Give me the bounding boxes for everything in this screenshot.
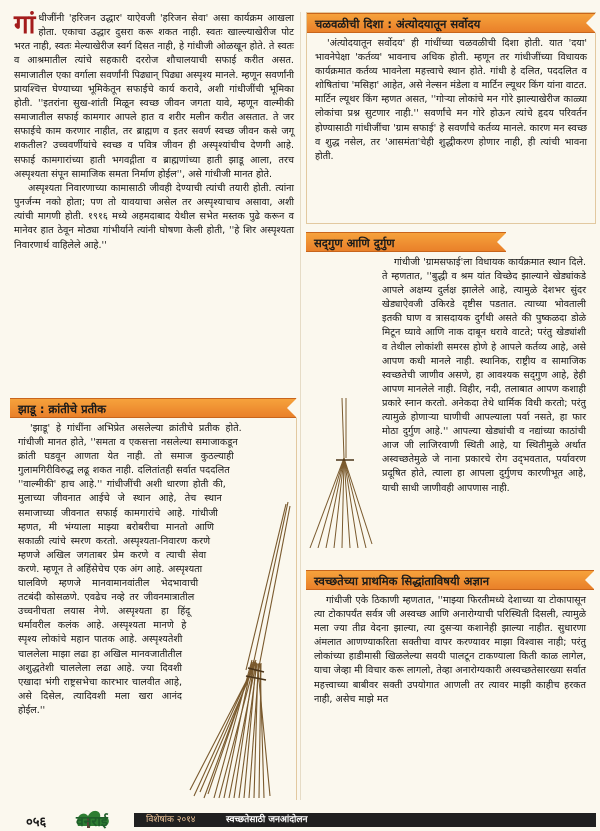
column-divider xyxy=(300,12,301,800)
broom-body xyxy=(10,418,296,722)
broom-heading: झाडू : क्रांतीचे प्रतीक xyxy=(10,398,296,418)
direction-sidebar xyxy=(306,12,596,224)
logo-text: वनराई xyxy=(76,814,108,830)
hygiene-heading: स्वच्छतेच्या प्राथमिक सिद्धांताविषयी अज्ञान xyxy=(306,570,594,590)
hygiene-body xyxy=(306,590,594,711)
page-footer xyxy=(0,806,600,830)
dropcap: गां xyxy=(14,10,36,40)
page-number: ०५६ xyxy=(26,815,47,830)
intro-paragraph-2: अस्पृश्यता निवारणाच्या कामासाठी जीवही देण्याची त्यांची तयारी होती. त्यांना पुनर्जन्म नको होता; पण तो यावयाचा असेल तर अस्पृश्याचाच असावा, अशी त्यांची मागणी होती. १९१६ मध्ये अहमदाबाद येथील सभेत मस्तक पुढे करून व मानेवर हात ठेवून मोठ्या गांभीर्याने त्यांनी घोषणा केली होती, ''हे शिर अस्पृश्यता निवारणार्थ वाहिलेले आहे.'' xyxy=(14,182,294,251)
virtue-heading: सद्‌गुण आणि दुर्गुण xyxy=(306,232,506,252)
intro-article xyxy=(14,12,294,253)
direction-paragraph: 'अंत्योदयातून सर्वोदय' ही गांधींच्या चळवळीची दिशा होती. यात 'दया' भावनेपेक्षा 'कर्तव्य' भावनाच अधिक होती. म्हणून तर गांधीजींच्या विधायक कार्यक्रमात कर्तव्य भावनेला महत्त्वाचे स्थान होते. गांधी हे दलित, पददलित व शोषितांचा 'मसिहा' आहेत, असे नेल्सन मंडेला व मार्टिन ल्यूथर किंग यांना वाटत. मार्टिन ल्यूथर किंग म्हणत असत, ''गोऱ्या लोकांचे मन गोरे झाल्याखेरीज काळ्या लोकांचा प्रश्न सुटणार नाही.'' सवर्णांचे मन गोरे होऊन त्यांचे हृदय परिवर्तन होण्यासाठी गांधीजींचा 'ग्राम सफाई' हे सवर्णांचे कर्तव्य मानले. कारण मन स्वच्छ व शुद्ध नसेल, तर 'आसमंता'चेही शुद्धीकरण होणार नाही, ही त्यांची भावना होती. xyxy=(315,38,587,162)
footer-topic: स्वच्छतेसाठी जनआंदोलन xyxy=(226,815,308,825)
direction-heading: चळवळीची दिशा : अंत्योदयातून सर्वोदय xyxy=(307,13,595,33)
footer-issue: विशेषांक २०१४ xyxy=(146,815,196,825)
broom-sidebar xyxy=(10,398,297,800)
broom-paragraph: 'झाडू' हे गांधींना अभिप्रेत असलेल्या क्रांतीचे प्रतीक होते. गांधीजी मानत होते, ''समता व एकसत्ता नसलेल्या समाजाकडून क्रांती घडवून आणता येत नाही. तो समाज कुठल्याही गुलामगिरीविरुद्ध लढू शकत नाही. दलितांतही सर्वात पददलित ''वाल्मीकी' हाच आहे.'' गांधीजींची अशी धारणा होती की, मुलाच्या जीवनात आईचे जे स्थान आहे, तेच स्थान समाजाच्या जीवनात सफाई कामगारांचे आहे. गांधीजी म्हणत, मी भंग्याला माझ्या बरोबरीचा मानतो आणि सकाळी त्यांचे स्मरण करतो. अस्पृश्यता-निवारण करणे म्हणजे अखिल जगताबर प्रेम करणे व त्याची सेवा करणे. म्हणून ते अहिंसेचेच एक अंग आहे. अस्पृश्यता घालविणे म्हणजे मानवामानवांतील भेदभावाची तटबंदी कोसळणे. एवढेच नव्हे तर जीवनमात्रातील उच्चनीचता लयास नेणे. अस्पृश्यता हा हिंदू धर्मावरील कलंक आहे. अस्पृश्यता मानणे हे स्पृश्य लोकांचे महान पातक आहे. अस्पृश्यतेशी चाललेला माझा लढा हा अखिल मानवजातीतील अशुद्धतेशी चाललेला लढा आहे. ज्या दिवशी एखादा भंगी राष्ट्रसभेचा कारभार चालवीत आहे, असे दिसेल, त्यादिवशी मला खरा आनंद होईल.'' xyxy=(18,423,242,716)
hygiene-section xyxy=(306,570,594,800)
intro-paragraph-1: गांधीजींनी 'हरिजन उद्धार' याऐवजी 'हरिजन सेवा' असा कार्यक्रम आखला होता. एकाचा उद्धार दुसरा करू शकत नाही. स्वतः खाल्ल्याखेरीज पोट भरत नाही, स्वतः मेल्याखेरीज स्वर्ग दिसत नाही, हे गांधीजी ओळखून होते. ते स्वतः व आश्रमातील त्यांचे सहकारी दररोज शौचालयाची सफाई करीत असत. समाजातील एका वर्गाला सवर्णांनी पिढ्यान् पिढ्या अस्पृश्य मानले. म्हणून सवर्णांनी प्रायश्चित्त घेण्याच्या भूमिकेतून सफाईचे कार्य करावे, अशी गांधीजींची भूमिका होती. ''इतरांना सुख-शांती मिळून स्वच्छ जीवन जगता यावे, म्हणून वाल्मीकी समाजातील सफाई कामगार आपले हात व शरीर मलीन करीत असतात. ते जर सफाईचे काम करणार नाहीत, तर ब्राह्मण व इतर सवर्ण स्वच्छ जीवन कसे जगू शकतील? उच्चवर्णीयांचे स्वच्छ व पवित्र जीवन ही अस्पृश्यांचीच देणगी आहे. सफाई कामगारांच्या हाती भगवद्गीता व ब्राह्मणांच्या हाती झाडू आला, तरच अस्पृश्यता संपून सामाजिक समता निर्माण होईल'', असे गांधीजी मानत होते. xyxy=(14,10,294,180)
virtue-body xyxy=(306,252,594,500)
direction-body xyxy=(307,33,595,168)
footer-bar xyxy=(134,813,596,827)
virtue-section xyxy=(306,232,594,552)
virtue-paragraph: गांधीजी 'ग्रामसफाई'ला विधायक कार्यक्रमात स्थान दिले. ते म्हणतात, ''बुद्धी व श्रम यांत विच्छेद झाल्याने खेड्यांकडे आपले अक्षम्य दुर्लक्ष झालेले आहे, त्यामुळे देशभर सुंदर खेड्याऐवजी उकिरडे दृष्टीस पडतात. त्याच्या भोवताली इतकी घाण व त्रासदायक दुर्गंधी असते की पुष्कळदा डोळे मिटून घ्यावे आणि नाक दाबून धरावे वाटते; परंतु खेड्यांशी व तेथील लोकांशी समरस होणे हे आपले कर्तव्य आहे, असे आपण कधी मानले नाही. स्थानिक, राष्ट्रीय व सामाजिक स्वच्छतेची जाणीव असणे, हा आवश्यक सद्‌गुण आहे, हेही आपण मानलेले नाही. विहीर, नदी, तलाबात आपण कशाही प्रकारे स्नान करतो. अनेकदा तेथे धार्मिक विधी करतो; परंतु त्यामुळे होणाऱ्या घाणीची आपल्याला पर्वा नसते, हा फार मोठा दुर्गुण आहे.'' आपल्या खेड्यांची व नद्यांच्या काठांची आज जी लाजिरवाणी स्थिती आहे, या स्थितीमुळे अर्थात अस्वच्छतेमुळे जे नाना प्रकारचे रोग उद्‌भवतात, पर्यावरण प्रदूषित होते, त्याला हा आपला दुर्गुणच कारणीभूत आहे, याची साधी जाणीवही आपणास नाही. xyxy=(382,257,586,494)
hygiene-paragraph: गांधीजी एके ठिकाणी म्हणतात, ''माझ्या फिरतीमध्ये देशाच्या या टोकापासून त्या टोकापर्यंत सर्वत्र जी अस्वच्छ आणि अनारोग्याची परिस्थिती दिसली, त्यामुळे मला ज्या तीव्र वेदना झाल्या, त्या दुसऱ्या कशानेही झाल्या नाहीत. सुधारणा अंमलात आणण्याकरिता सक्तीचा वापर करण्यावर माझा विश्वास नाही; परंतु लोकांच्या हाडीमासी खिळलेल्या सवयी पालटून टाकण्याला किती काळ लागेल, याचा जेव्हा मी विचार करू लागलो, तेव्हा अनारोग्यकारी अस्वच्छतेसारख्या सर्वात महत्त्वाच्या बाबीवर सक्ती उपयोगात आणली तर त्यावर माझी काहीच हरकत नाही, असेच माझे मत xyxy=(314,595,586,705)
broom-image-small xyxy=(306,398,376,548)
